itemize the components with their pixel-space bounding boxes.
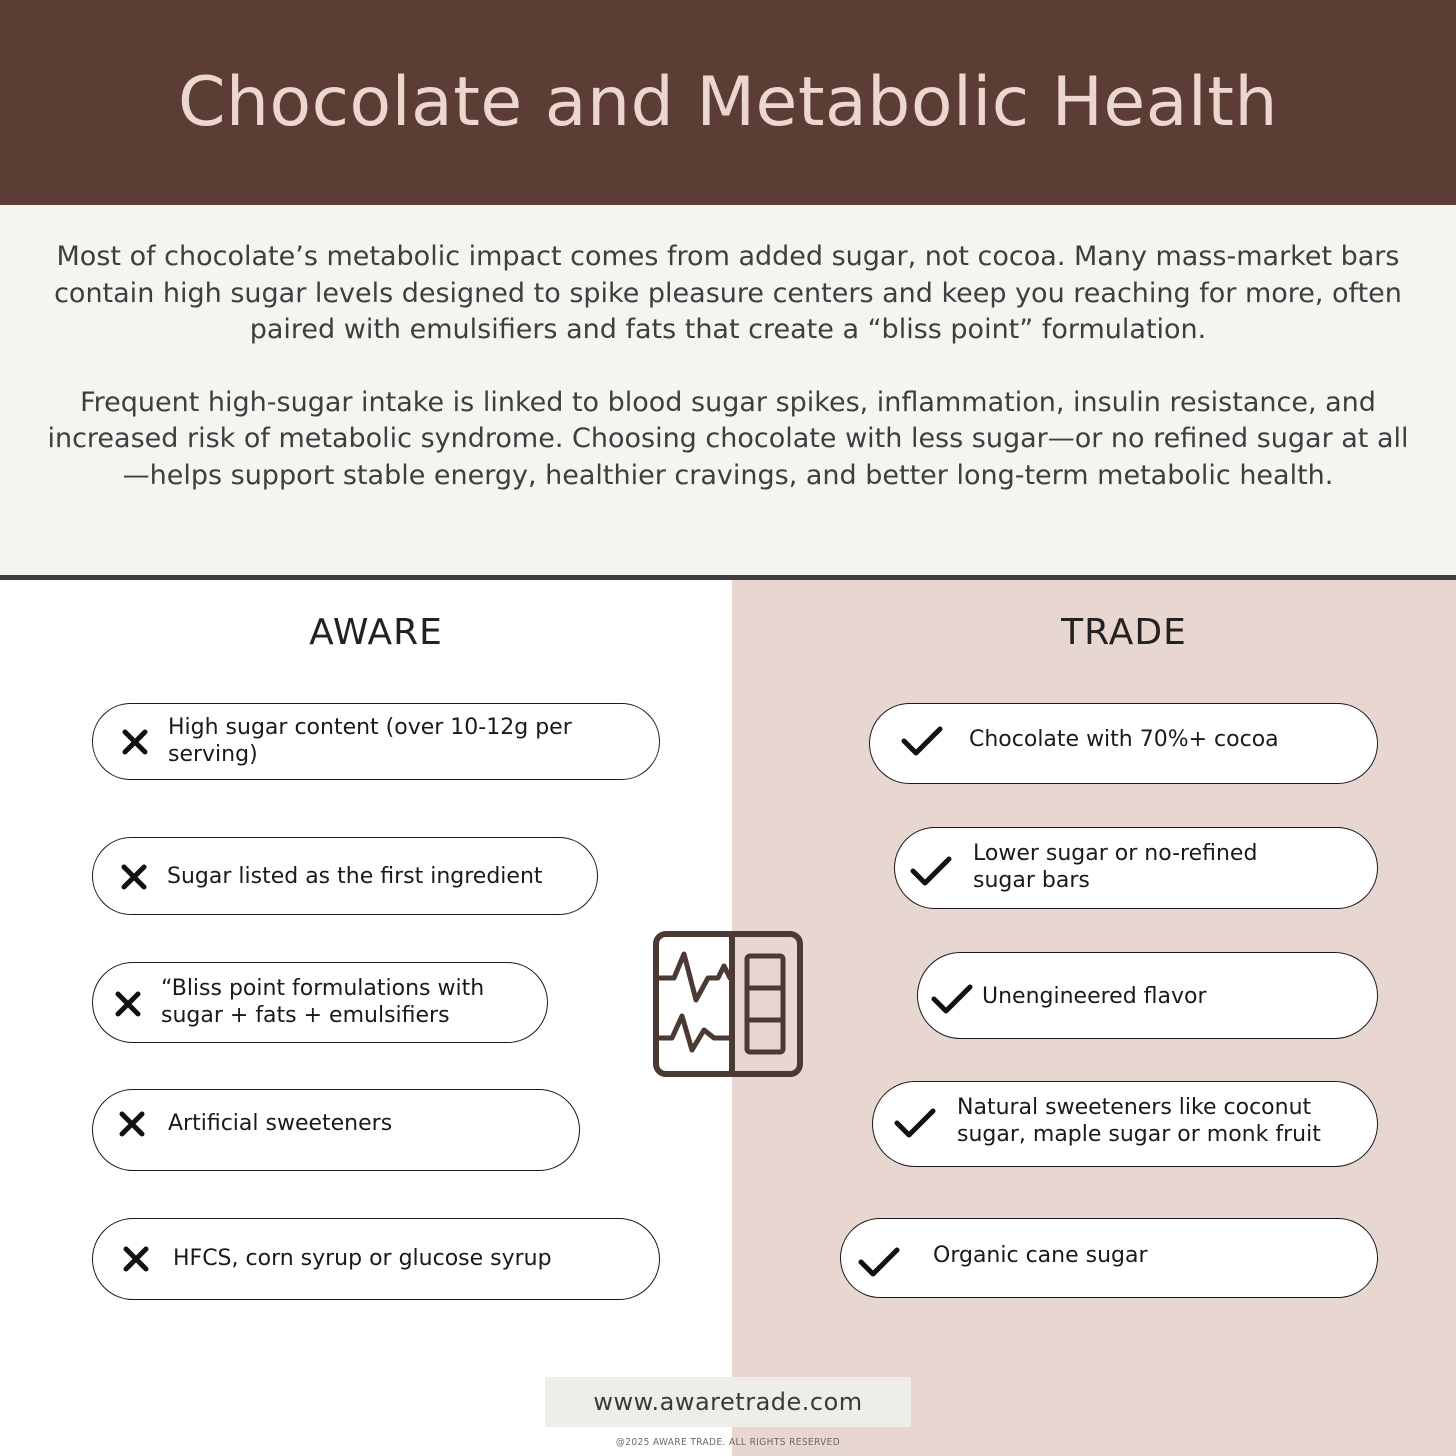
- trade-item-label: Natural sweeteners like coconut sugar, maple sugar or monk fruit: [957, 1095, 1321, 1147]
- copyright-notice: @2025 AWARE TRADE. ALL RIGHTS RESERVED: [615, 1437, 841, 1448]
- trade-item: [894, 827, 1378, 909]
- x-icon: [118, 1110, 146, 1138]
- checkmark-icon: [893, 1106, 937, 1140]
- x-icon: [114, 990, 142, 1018]
- header-banner: [0, 0, 1456, 205]
- checkmark-icon: [930, 982, 974, 1016]
- trade-item: [840, 1218, 1378, 1298]
- intro-section: [0, 205, 1456, 576]
- intro-paragraph-2: Frequent high-sugar intake is linked to blood sugar spikes, inflammation, insulin resistance, and increased risk of metabolic syndrome. Choosing chocolate with less sugar—or no refined sugar at all—helps support stable energy, healthier cravings, and better long-term metabolic health.: [47, 386, 1409, 491]
- trade-item-label: Unengineered flavor: [982, 984, 1207, 1009]
- aware-item-label: HFCS, corn syrup or glucose syrup: [173, 1246, 552, 1271]
- trade-item: [869, 703, 1378, 784]
- trade-heading: TRADE: [1061, 612, 1187, 653]
- aware-item: [92, 1218, 660, 1300]
- aware-item: [92, 962, 548, 1043]
- trade-item: [917, 952, 1378, 1039]
- aware-heading: AWARE: [309, 612, 443, 653]
- x-icon: [121, 728, 149, 756]
- website-link[interactable]: www.awaretrade.com: [545, 1377, 911, 1427]
- x-icon: [120, 863, 148, 891]
- intro-paragraph-1: Most of chocolate’s metabolic impact comes from added sugar, not cocoa. Many mass-market bars contain high sugar levels designed to spike pleasure centers and keep you reaching for more, often paired with emulsifiers and fats that create a “bliss point” formulation.: [54, 241, 1402, 345]
- aware-item-label: Artificial sweeteners: [168, 1111, 393, 1136]
- aware-item-label: Sugar listed as the first ingredient: [167, 864, 543, 889]
- aware-item-label: High sugar content (over 10-12g per serving): [168, 715, 572, 767]
- health-monitor-icon: [652, 930, 804, 1078]
- checkmark-icon: [909, 854, 953, 888]
- aware-item: [92, 703, 660, 780]
- x-icon: [122, 1245, 150, 1273]
- trade-item-label: Organic cane sugar: [933, 1243, 1148, 1268]
- checkmark-icon: [857, 1245, 901, 1279]
- aware-item: [92, 1089, 580, 1171]
- trade-item-label: Lower sugar or no-refined sugar bars: [973, 841, 1258, 893]
- aware-item-label: “Bliss point formulations with sugar + fats + emulsifiers: [161, 976, 485, 1028]
- page-title: Chocolate and Metabolic Health: [177, 63, 1279, 142]
- trade-item: [872, 1081, 1378, 1167]
- trade-item-label: Chocolate with 70%+ cocoa: [969, 727, 1279, 752]
- checkmark-icon: [900, 724, 944, 758]
- aware-item: [92, 837, 598, 915]
